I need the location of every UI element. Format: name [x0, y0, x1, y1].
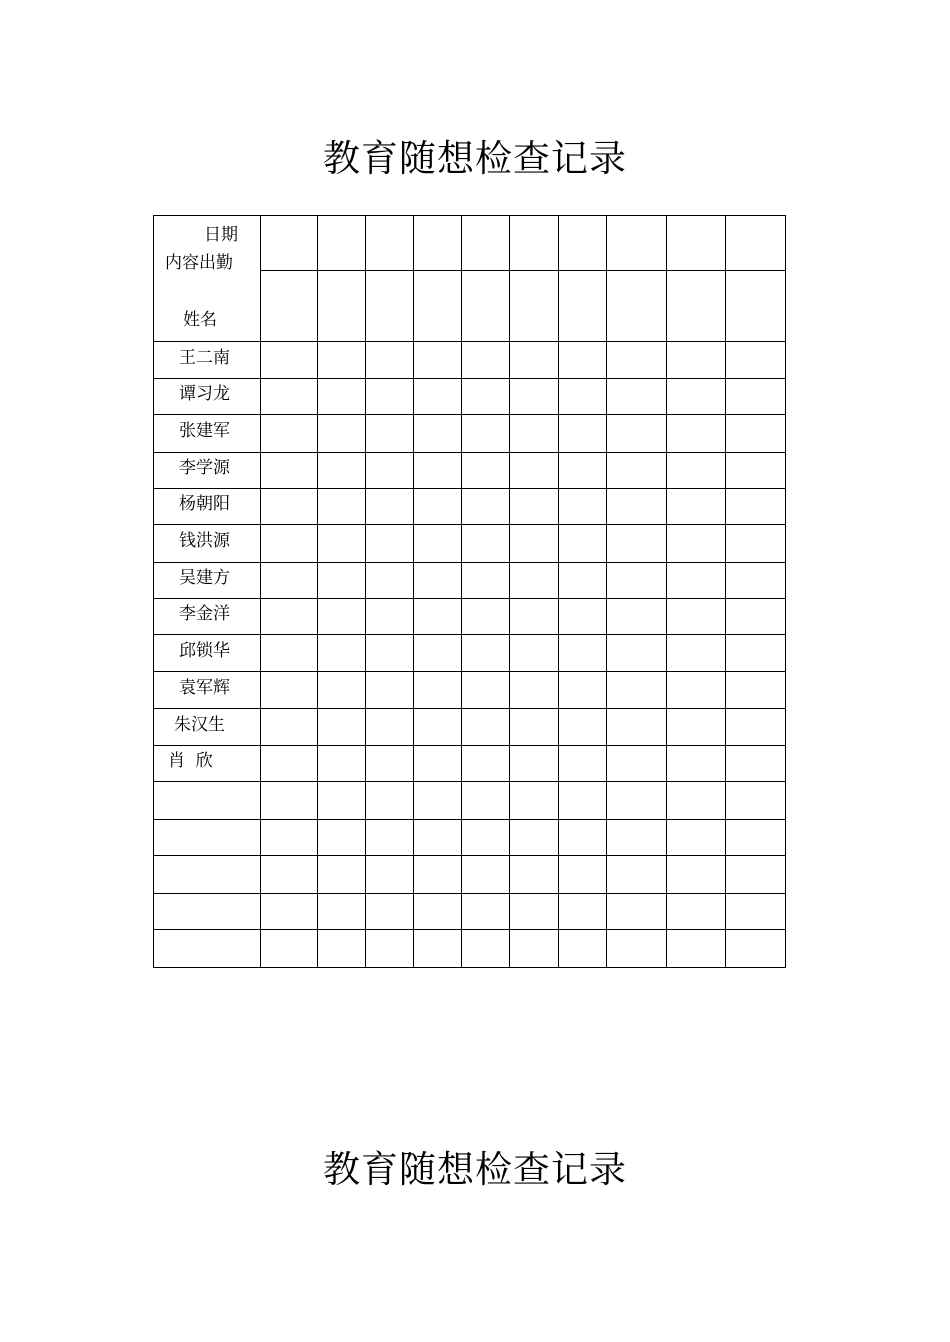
record-cell[interactable] [261, 856, 318, 894]
record-cell[interactable] [558, 782, 606, 820]
record-cell[interactable] [606, 453, 666, 489]
record-cell[interactable] [414, 709, 462, 746]
blank-row [154, 894, 786, 930]
record-cell[interactable] [462, 453, 510, 489]
record-cell[interactable] [261, 635, 318, 672]
blank-row [154, 856, 786, 894]
record-cell[interactable] [414, 930, 462, 968]
record-cell[interactable] [725, 820, 785, 856]
empty-name-cell[interactable] [154, 782, 261, 820]
record-cell[interactable] [414, 415, 462, 453]
record-cell[interactable] [725, 856, 785, 894]
record-cell[interactable] [261, 489, 318, 525]
record-cell[interactable] [414, 563, 462, 599]
record-cell[interactable] [725, 782, 785, 820]
table-row [154, 453, 786, 489]
table-row [154, 635, 786, 672]
table-row [154, 525, 786, 563]
student-name-cell [154, 563, 261, 599]
content-cell[interactable] [725, 271, 785, 342]
student-name: 张建军 [179, 421, 230, 441]
record-cell[interactable] [261, 599, 318, 635]
record-cell[interactable] [318, 342, 366, 379]
record-cell[interactable] [558, 489, 606, 525]
record-cell[interactable] [606, 820, 666, 856]
record-cell[interactable] [318, 930, 366, 968]
record-cell[interactable] [510, 894, 558, 930]
record-cell[interactable] [318, 599, 366, 635]
record-cell[interactable] [318, 635, 366, 672]
record-cell[interactable] [606, 856, 666, 894]
record-cell[interactable] [414, 489, 462, 525]
date-cell[interactable] [666, 216, 725, 271]
table-row [154, 489, 786, 525]
record-cell[interactable] [558, 453, 606, 489]
record-cell[interactable] [558, 820, 606, 856]
record-cell[interactable] [558, 599, 606, 635]
record-cell[interactable] [725, 709, 785, 746]
record-cell[interactable] [318, 379, 366, 415]
student-name: 邱锁华 [179, 640, 230, 661]
record-cell[interactable] [462, 709, 510, 746]
record-cell[interactable] [261, 525, 318, 563]
record-cell[interactable] [318, 746, 366, 782]
record-cell[interactable] [261, 746, 318, 782]
inspection-record-table [153, 215, 786, 968]
record-cell[interactable] [414, 342, 462, 379]
record-cell[interactable] [318, 782, 366, 820]
content-cell[interactable] [462, 271, 510, 342]
table-row [154, 342, 786, 379]
record-cell[interactable] [462, 746, 510, 782]
content-cell[interactable] [318, 271, 366, 342]
blank-row [154, 820, 786, 856]
date-cell[interactable] [510, 216, 558, 271]
record-cell[interactable] [318, 820, 366, 856]
record-cell[interactable] [261, 415, 318, 453]
record-cell[interactable] [318, 453, 366, 489]
date-label: 日期 [204, 225, 238, 245]
record-cell[interactable] [606, 930, 666, 968]
record-cell[interactable] [558, 635, 606, 672]
record-cell[interactable] [510, 820, 558, 856]
date-cell[interactable] [725, 216, 785, 271]
record-cell[interactable] [558, 672, 606, 709]
record-cell[interactable] [725, 599, 785, 635]
record-cell[interactable] [606, 782, 666, 820]
record-cell[interactable] [414, 599, 462, 635]
record-cell[interactable] [558, 563, 606, 599]
record-cell[interactable] [414, 525, 462, 563]
record-cell[interactable] [366, 856, 414, 894]
record-cell[interactable] [510, 782, 558, 820]
blank-row [154, 930, 786, 968]
record-cell[interactable] [666, 746, 725, 782]
record-cell[interactable] [366, 672, 414, 709]
record-cell[interactable] [725, 746, 785, 782]
record-cell[interactable] [725, 635, 785, 672]
record-cell[interactable] [510, 525, 558, 563]
record-cell[interactable] [606, 342, 666, 379]
record-cell[interactable] [366, 342, 414, 379]
record-cell[interactable] [414, 856, 462, 894]
record-cell[interactable] [366, 635, 414, 672]
record-cell[interactable] [261, 379, 318, 415]
record-cell[interactable] [666, 453, 725, 489]
record-cell[interactable] [666, 894, 725, 930]
content-attendance-label: 内容出勤 [165, 253, 233, 273]
header-row-1 [154, 216, 786, 271]
record-cell[interactable] [725, 489, 785, 525]
empty-name-cell[interactable] [154, 856, 261, 894]
record-cell[interactable] [666, 635, 725, 672]
record-cell[interactable] [666, 709, 725, 746]
student-name: 李学源 [179, 458, 230, 478]
record-cell[interactable] [606, 672, 666, 709]
record-cell[interactable] [462, 894, 510, 930]
record-cell[interactable] [606, 599, 666, 635]
record-cell[interactable] [510, 930, 558, 968]
record-cell[interactable] [462, 782, 510, 820]
table-row [154, 379, 786, 415]
record-cell[interactable] [558, 856, 606, 894]
record-cell[interactable] [414, 894, 462, 930]
record-cell[interactable] [558, 379, 606, 415]
record-cell[interactable] [510, 563, 558, 599]
record-cell[interactable] [366, 563, 414, 599]
record-cell[interactable] [666, 563, 725, 599]
student-name-cell [154, 379, 261, 415]
record-cell[interactable] [558, 894, 606, 930]
record-cell[interactable] [366, 599, 414, 635]
record-cell[interactable] [510, 599, 558, 635]
record-cell[interactable] [366, 894, 414, 930]
record-cell[interactable] [462, 599, 510, 635]
record-cell[interactable] [510, 489, 558, 525]
header-corner-cell [154, 216, 261, 342]
student-name: 朱汉生 [174, 714, 225, 735]
record-cell[interactable] [366, 525, 414, 563]
record-cell[interactable] [558, 525, 606, 563]
content-cell[interactable] [606, 271, 666, 342]
student-name: 王二南 [179, 347, 230, 368]
record-cell[interactable] [666, 856, 725, 894]
content-cell[interactable] [414, 271, 462, 342]
record-cell[interactable] [462, 342, 510, 379]
record-cell[interactable] [725, 453, 785, 489]
record-cell[interactable] [725, 379, 785, 415]
record-cell[interactable] [558, 930, 606, 968]
record-cell[interactable] [666, 782, 725, 820]
record-cell[interactable] [261, 894, 318, 930]
record-cell[interactable] [725, 563, 785, 599]
student-name: 钱洪源 [179, 531, 230, 551]
record-cell[interactable] [462, 672, 510, 709]
record-cell[interactable] [462, 563, 510, 599]
empty-name-cell[interactable] [154, 930, 261, 968]
record-cell[interactable] [414, 453, 462, 489]
record-cell[interactable] [725, 930, 785, 968]
record-cell[interactable] [510, 453, 558, 489]
student-name-cell [154, 415, 261, 453]
record-cell[interactable] [666, 820, 725, 856]
record-cell[interactable] [318, 709, 366, 746]
record-cell[interactable] [725, 525, 785, 563]
record-cell[interactable] [261, 709, 318, 746]
record-cell[interactable] [414, 672, 462, 709]
student-name-cell [154, 599, 261, 635]
date-cell[interactable] [261, 216, 318, 271]
record-cell[interactable] [261, 672, 318, 709]
record-cell[interactable] [558, 342, 606, 379]
empty-name-cell[interactable] [154, 820, 261, 856]
date-cell[interactable] [318, 216, 366, 271]
record-cell[interactable] [261, 782, 318, 820]
record-cell[interactable] [366, 746, 414, 782]
record-cell[interactable] [414, 782, 462, 820]
record-cell[interactable] [261, 930, 318, 968]
record-cell[interactable] [606, 489, 666, 525]
record-cell[interactable] [261, 453, 318, 489]
student-name-cell [154, 453, 261, 489]
student-name-cell [154, 672, 261, 709]
record-cell[interactable] [666, 379, 725, 415]
record-cell[interactable] [606, 525, 666, 563]
record-cell[interactable] [366, 415, 414, 453]
student-name: 吴建方 [179, 568, 230, 588]
record-cell[interactable] [510, 342, 558, 379]
record-cell[interactable] [414, 379, 462, 415]
record-cell[interactable] [261, 563, 318, 599]
record-cell[interactable] [666, 415, 725, 453]
record-cell[interactable] [510, 379, 558, 415]
content-cell[interactable] [366, 271, 414, 342]
record-cell[interactable] [366, 379, 414, 415]
record-cell[interactable] [606, 894, 666, 930]
content-cell[interactable] [666, 271, 725, 342]
record-cell[interactable] [462, 489, 510, 525]
record-cell[interactable] [366, 453, 414, 489]
record-cell[interactable] [366, 489, 414, 525]
content-cell[interactable] [261, 271, 318, 342]
student-name-cell [154, 342, 261, 379]
record-cell[interactable] [462, 379, 510, 415]
record-cell[interactable] [414, 820, 462, 856]
record-cell[interactable] [558, 415, 606, 453]
record-cell[interactable] [261, 820, 318, 856]
record-cell[interactable] [666, 342, 725, 379]
blank-row [154, 782, 786, 820]
date-cell[interactable] [606, 216, 666, 271]
record-cell[interactable] [666, 489, 725, 525]
date-cell[interactable] [366, 216, 414, 271]
student-name-cell [154, 489, 261, 525]
date-cell[interactable] [558, 216, 606, 271]
record-cell[interactable] [462, 820, 510, 856]
record-cell[interactable] [462, 930, 510, 968]
record-cell[interactable] [558, 746, 606, 782]
record-cell[interactable] [261, 342, 318, 379]
record-cell[interactable] [666, 672, 725, 709]
table-row [154, 672, 786, 709]
record-cell[interactable] [510, 415, 558, 453]
name-label: 姓名 [183, 310, 217, 330]
record-cell[interactable] [725, 672, 785, 709]
record-cell[interactable] [414, 746, 462, 782]
date-cell[interactable] [414, 216, 462, 271]
record-cell[interactable] [462, 856, 510, 894]
student-name: 谭习龙 [179, 384, 230, 404]
record-cell[interactable] [462, 635, 510, 672]
record-cell[interactable] [725, 894, 785, 930]
record-cell[interactable] [510, 635, 558, 672]
record-cell[interactable] [510, 856, 558, 894]
student-name: 杨朝阳 [179, 494, 230, 514]
record-cell[interactable] [414, 635, 462, 672]
content-cell[interactable] [558, 271, 606, 342]
record-cell[interactable] [606, 415, 666, 453]
record-cell[interactable] [510, 709, 558, 746]
record-cell[interactable] [666, 599, 725, 635]
record-cell[interactable] [318, 525, 366, 563]
record-cell[interactable] [318, 563, 366, 599]
student-name: 肖 欣 [168, 751, 213, 771]
record-cell[interactable] [666, 525, 725, 563]
record-cell[interactable] [318, 489, 366, 525]
student-name-cell [154, 635, 261, 672]
table-row [154, 709, 786, 746]
table-row [154, 415, 786, 453]
record-cell[interactable] [606, 379, 666, 415]
student-name-cell [154, 746, 261, 782]
record-cell[interactable] [318, 672, 366, 709]
student-name: 李金洋 [179, 604, 230, 624]
record-cell[interactable] [318, 856, 366, 894]
record-cell[interactable] [606, 709, 666, 746]
record-cell[interactable] [558, 709, 606, 746]
date-cell[interactable] [462, 216, 510, 271]
record-cell[interactable] [510, 672, 558, 709]
record-cell[interactable] [606, 563, 666, 599]
record-cell[interactable] [606, 635, 666, 672]
table-row [154, 563, 786, 599]
page-title: 教育随想检查记录 [323, 137, 627, 180]
record-cell[interactable] [666, 930, 725, 968]
empty-name-cell[interactable] [154, 894, 261, 930]
student-name: 袁军辉 [179, 677, 230, 698]
record-cell[interactable] [318, 894, 366, 930]
student-name-cell [154, 525, 261, 563]
record-cell[interactable] [606, 746, 666, 782]
page-title-repeat: 教育随想检查记录 [323, 1148, 627, 1191]
record-cell[interactable] [725, 415, 785, 453]
record-cell[interactable] [366, 782, 414, 820]
student-name-cell [154, 709, 261, 746]
record-cell[interactable] [366, 930, 414, 968]
table-row [154, 746, 786, 782]
record-cell[interactable] [366, 820, 414, 856]
record-cell[interactable] [366, 709, 414, 746]
record-cell[interactable] [318, 415, 366, 453]
record-cell[interactable] [462, 415, 510, 453]
record-cell[interactable] [462, 525, 510, 563]
record-cell[interactable] [510, 746, 558, 782]
record-cell[interactable] [725, 342, 785, 379]
content-cell[interactable] [510, 271, 558, 342]
table-row [154, 599, 786, 635]
